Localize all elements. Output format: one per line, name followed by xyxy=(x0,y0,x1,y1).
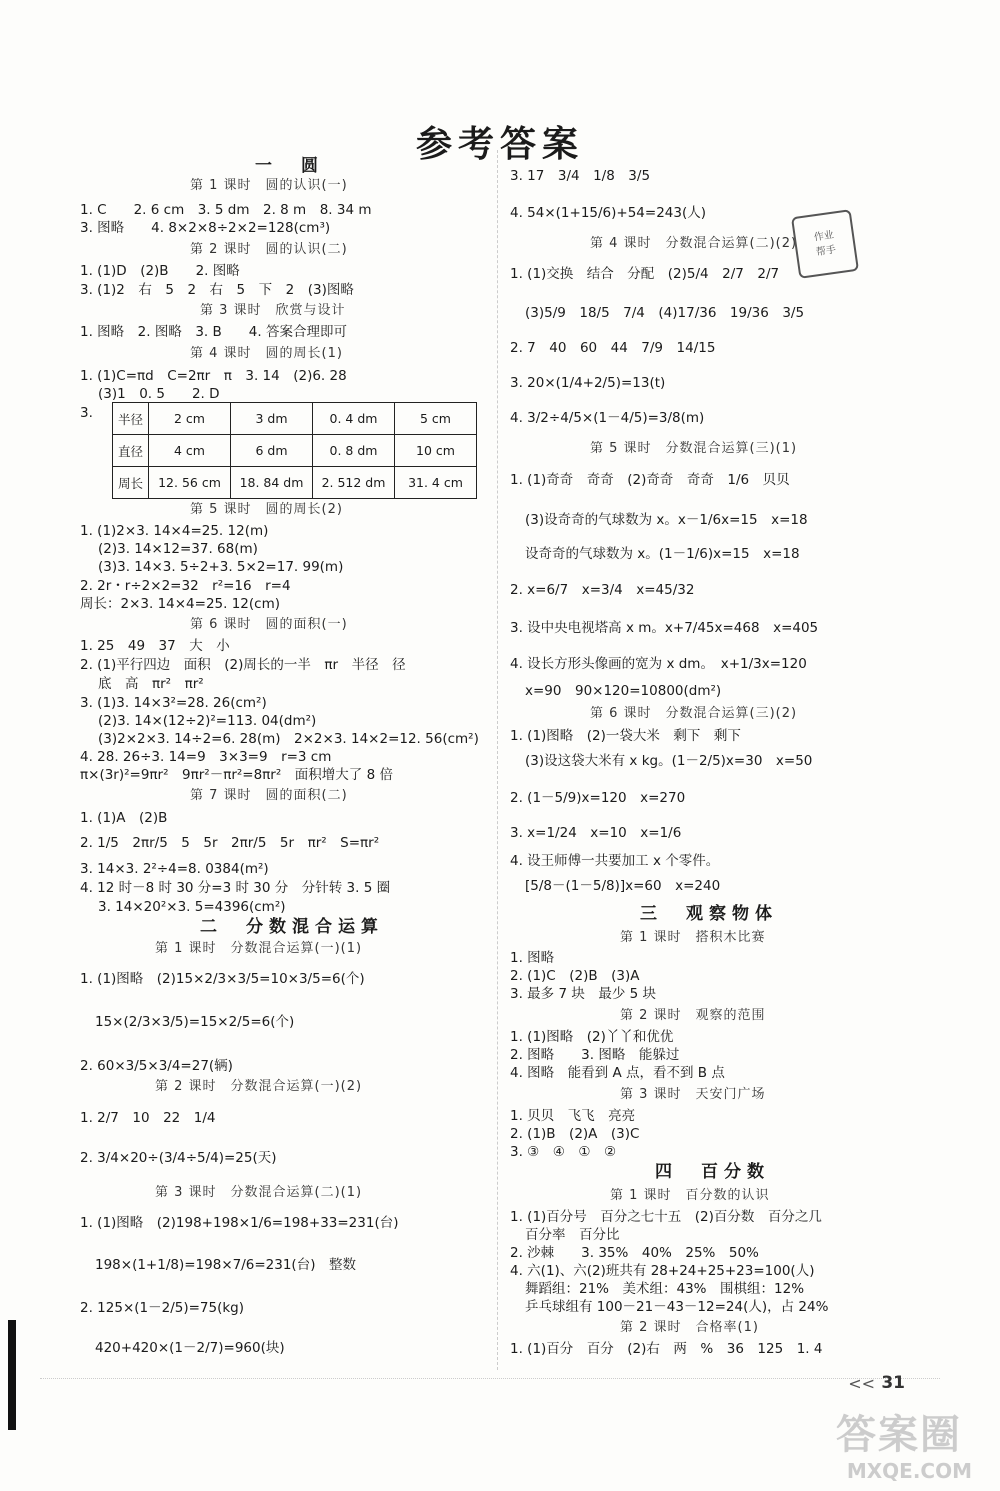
lesson-heading: 第 1 课时 分数混合运算(一)(1) xyxy=(155,941,363,956)
answer-line: π×(3r)²=9πr² 9πr²－πr²=8πr² 面积增大了 8 倍 xyxy=(80,767,393,783)
table-cell: 31. 4 cm xyxy=(395,467,477,499)
lesson-heading: 第 4 课时 分数混合运算(二)(2) xyxy=(590,236,798,251)
answer-line: 2. 2r・r÷2×2=32 r²=16 r=4 xyxy=(80,578,291,594)
table-cell: 12. 56 cm xyxy=(149,467,231,499)
lesson-heading: 第 5 课时 分数混合运算(三)(1) xyxy=(590,441,798,456)
answer-line: 1. C 2. 6 cm 3. 5 dm 2. 8 m 8. 34 m xyxy=(80,202,372,218)
answer-line: 2. 7 40 60 44 7/9 14/15 xyxy=(510,340,716,356)
answer-line: 2. 图略 3. 图略 能躲过 xyxy=(510,1047,680,1063)
watermark-text: 答案圈 xyxy=(836,1412,962,1458)
answer-line: 1. (1)图略 (2)15×2/3×3/5=10×3/5=6(个) xyxy=(80,971,365,987)
answer-line: (3)3. 14×3. 5÷2+3. 5×2=17. 99(m) xyxy=(98,559,344,575)
answer-line: 1. (1)百分 百分 (2)右 两 % 36 125 1. 4 xyxy=(510,1341,823,1357)
answer-line: 1. (1)D (2)B 2. 图略 xyxy=(80,263,240,279)
answer-line: 3. 17 3/4 1/8 3/5 xyxy=(510,168,651,184)
answer-line: x=90 90×120=10800(dm²) xyxy=(525,683,722,699)
answer-line: 2. (1)平行四边 面积 (2)周长的一半 πr 半径 径 xyxy=(80,657,406,673)
answer-line: (3)5/9 18/5 7/4 (4)17/36 19/36 3/5 xyxy=(525,305,805,321)
answer-line: (3)2×2×3. 14÷2=6. 28(m) 2×2×3. 14×2=12. 56(cm²) xyxy=(98,731,479,747)
answer-line: 设奇奇的气球数为 x。(1－1/6)x=15 x=18 xyxy=(525,546,800,562)
lesson-heading: 第 1 课时 百分数的认识 xyxy=(610,1188,770,1203)
answer-line: 2. 125×(1－2/5)=75(kg) xyxy=(80,1300,245,1316)
answer-line: 2. (1－5/9)x=120 x=270 xyxy=(510,790,686,806)
answer-line: 百分率 百分比 xyxy=(525,1227,620,1243)
table-cell: 10 cm xyxy=(395,435,477,467)
section-heading: 一 圆 xyxy=(255,156,324,176)
answer-line: 4. 3/2÷4/5×(1－4/5)=3/8(m) xyxy=(510,410,705,426)
answer-line: (2)3. 14×(12÷2)²=113. 04(dm²) xyxy=(98,713,317,729)
answer-line: 1. (1)C=πd C=2πr π 3. 14 (2)6. 28 xyxy=(80,368,347,384)
answer-line: 1. 图略 2. 图略 3. B 4. 答案合理即可 xyxy=(80,324,347,340)
answer-line: 1. (1)图略 (2)一袋大米 剩下 剩下 xyxy=(510,728,741,744)
answer-line: 3. ③ ④ ① ② xyxy=(510,1144,617,1160)
lesson-heading: 第 2 课时 圆的认识(二) xyxy=(190,242,348,257)
answer-line: 420+420×(1－2/7)=960(块) xyxy=(95,1340,285,1356)
answer-line: 1. (1)图略 (2)198+198×1/6=198+33=231(台) xyxy=(80,1215,399,1231)
answer-line: 1. 贝贝 飞飞 亮亮 xyxy=(510,1108,636,1124)
answer-line: 1. 图略 xyxy=(510,950,555,966)
lesson-heading: 第 6 课时 分数混合运算(三)(2) xyxy=(590,706,798,721)
footer-rule xyxy=(40,1378,940,1379)
table-cell: 0. 8 dm xyxy=(313,435,395,467)
page-number: 31 xyxy=(881,1373,905,1393)
answer-line: 3. x=1/24 x=10 x=1/6 xyxy=(510,825,682,841)
lesson-heading: 第 3 课时 分数混合运算(二)(1) xyxy=(155,1185,363,1200)
row-header-cell: 周长 xyxy=(113,467,149,499)
answer-line: 4. 图略 能看到 A 点，看不到 B 点 xyxy=(510,1065,725,1081)
answer-line: [5/8－(1－5/8)]x=60 x=240 xyxy=(525,878,721,894)
answer-line: 1. (1)奇奇 奇奇 (2)奇奇 奇奇 1/6 贝贝 xyxy=(510,472,790,488)
answer-line: 2. 1/5 2πr/5 5 5r 2πr/5 5r πr² S=πr² xyxy=(80,835,380,851)
answer-line: 4. 六(1)、六(2)班共有 28+24+25+23=100(人) xyxy=(510,1263,815,1279)
answer-line: (3)设这袋大米有 x kg。(1－2/5)x=30 x=50 xyxy=(525,753,813,769)
table-cell: 0. 4 dm xyxy=(313,403,395,435)
section-heading: 三 观察物体 xyxy=(640,904,778,924)
lesson-heading: 第 1 课时 圆的认识(一) xyxy=(190,178,348,193)
lesson-heading: 第 3 课时 欣赏与设计 xyxy=(200,303,346,318)
lesson-heading: 第 3 课时 天安门广场 xyxy=(620,1087,766,1102)
answer-line: 3. 设中央电视塔高 x m。x+7/45x=468 x=405 xyxy=(510,620,819,636)
table-row xyxy=(113,467,477,499)
table-cell: 6 dm xyxy=(231,435,313,467)
answer-line: 4. 54×(1+15/6)+54=243(人) xyxy=(510,205,707,221)
answer-line: 3. 20×(1/4+2/5)=13(t) xyxy=(510,375,666,391)
lesson-heading: 第 6 课时 圆的面积(一) xyxy=(190,617,348,632)
answer-line: 3. 14×3. 2²÷4=8. 0384(m²) xyxy=(80,861,269,877)
binding-edge xyxy=(8,1320,16,1430)
answer-line: 3. xyxy=(80,405,93,421)
answer-line: 舞蹈组：21% 美术组：43% 围棋组：12% xyxy=(525,1281,805,1297)
table-row xyxy=(113,403,477,435)
answer-line: 周长：2×3. 14×4=25. 12(cm) xyxy=(80,596,281,612)
chevron-left-icon: << xyxy=(848,1374,875,1393)
table-cell: 2 cm xyxy=(149,403,231,435)
answer-line: 1. (1)2×3. 14×4=25. 12(m) xyxy=(80,523,269,539)
answer-line: (2)3. 14×12=37. 68(m) xyxy=(98,541,258,557)
table-cell: 4 cm xyxy=(149,435,231,467)
answer-line: 3. (1)3. 14×3²=28. 26(cm²) xyxy=(80,695,267,711)
table-cell: 18. 84 dm xyxy=(231,467,313,499)
answer-line: 4. 设长方形头像画的宽为 x dm。 x+1/3x=120 xyxy=(510,656,807,672)
answer-line: 15×(2/3×3/5)=15×2/5=6(个) xyxy=(95,1014,295,1030)
answer-line: 4. 28. 26÷3. 14=9 3×3=9 r=3 cm xyxy=(80,749,332,765)
section-heading: 四 百分数 xyxy=(655,1162,770,1182)
row-header-cell: 半径 xyxy=(113,403,149,435)
answer-line: 3. 最多 7 块 最少 5 块 xyxy=(510,986,657,1002)
answer-line: 3. (1)2 右 5 2 右 5 下 2 (3)图略 xyxy=(80,282,354,298)
answer-line: 2. (1)B (2)A (3)C xyxy=(510,1126,640,1142)
answer-line: 1. (1)A (2)B xyxy=(80,810,168,826)
stamp-logo: 作业 帮手 xyxy=(791,209,859,279)
table-row xyxy=(113,435,477,467)
section-heading: 二 分数混合运算 xyxy=(200,917,384,937)
circle-answer-table xyxy=(112,402,477,499)
watermark-logo xyxy=(792,1403,982,1483)
table-cell: 5 cm xyxy=(395,403,477,435)
answer-line: 1. (1)百分号 百分之七十五 (2)百分数 百分之几 xyxy=(510,1209,822,1225)
answer-line: 1. (1)交换 结合 分配 (2)5/4 2/7 2/7 xyxy=(510,266,780,282)
answer-line: (3)设奇奇的气球数为 x。x－1/6x=15 x=18 xyxy=(525,512,808,528)
table-cell: 2. 512 dm xyxy=(313,467,395,499)
answer-line: 2. 60×3/5×3/4=27(辆) xyxy=(80,1058,233,1074)
watermark-url: MXQE.COM xyxy=(846,1459,972,1483)
answer-line: 4. 设王师傅一共要加工 x 个零件。 xyxy=(510,853,720,869)
page-title: 参考答案 xyxy=(415,123,584,165)
lesson-heading: 第 5 课时 圆的周长(2) xyxy=(190,502,343,517)
answer-line: 底 高 πr² πr² xyxy=(98,676,204,692)
table-cell: 3 dm xyxy=(231,403,313,435)
answer-line: 3. 14×20²×3. 5=4396(cm²) xyxy=(98,899,286,915)
answer-line: 乒乓球组有 100－21－43－12=24(人)，占 24% xyxy=(525,1299,829,1315)
lesson-heading: 第 2 课时 合格率(1) xyxy=(620,1320,759,1335)
answer-line: 2. 3/4×20÷(3/4÷5/4)=25(天) xyxy=(80,1150,277,1166)
row-header-cell: 直径 xyxy=(113,435,149,467)
answer-line: 4. 12 时－8 时 30 分=3 时 30 分 分针转 3. 5 圈 xyxy=(80,880,391,896)
lesson-heading: 第 1 课时 搭积木比赛 xyxy=(620,930,766,945)
lesson-heading: 第 2 课时 观察的范围 xyxy=(620,1008,766,1023)
answer-line: (3)1 0. 5 2. D xyxy=(98,386,220,402)
lesson-heading: 第 7 课时 圆的面积(二) xyxy=(190,788,348,803)
lesson-heading: 第 4 课时 圆的周长(1) xyxy=(190,346,343,361)
answer-line: 1. 25 49 37 大 小 xyxy=(80,638,230,654)
lesson-heading: 第 2 课时 分数混合运算(一)(2) xyxy=(155,1079,363,1094)
answer-line: 3. 图略 4. 8×2×8÷2×2=128(cm³) xyxy=(80,220,331,236)
answer-line: 198×(1+1/8)=198×7/6=231(台) 整数 xyxy=(95,1257,356,1273)
answer-line: 1. (1)图略 (2)丫丫和优优 xyxy=(510,1029,674,1045)
answer-line: 2. (1)C (2)B (3)A xyxy=(510,968,640,984)
answer-line: 2. x=6/7 x=3/4 x=45/32 xyxy=(510,582,695,598)
answer-line: 2. 沙棘 3. 35% 40% 25% 50% xyxy=(510,1245,759,1261)
answer-line: 1. 2/7 10 22 1/4 xyxy=(80,1110,216,1126)
column-divider xyxy=(497,150,498,1370)
